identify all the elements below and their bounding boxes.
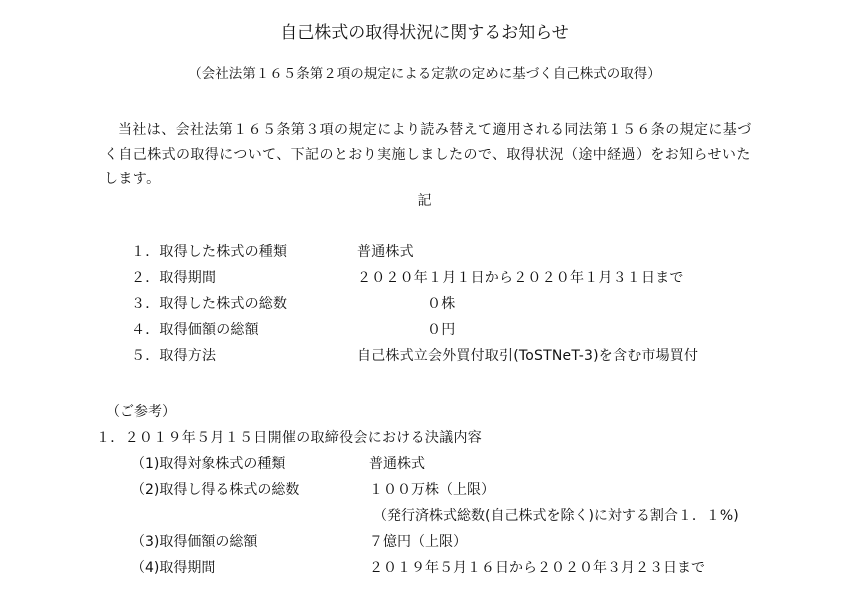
item-value-1: 普通株式: [357, 244, 414, 260]
document-title: 自己株式の取得状況に関するお知らせ: [280, 23, 569, 43]
intro-paragraph: [104, 118, 764, 192]
item-value-4: ０円: [427, 322, 456, 338]
reference-value-3: ７億円（上限）: [369, 534, 467, 550]
document-subtitle: （会社法第１６５条第２項の規定による定款の定めに基づく自己株式の取得）: [188, 66, 661, 82]
item-value-5: 自己株式立会外買付取引(ToSTNeT-3)を含む市場買付: [357, 348, 699, 364]
reference-value-1: 普通株式: [369, 456, 425, 472]
reference-heading: （ご参考）: [106, 404, 176, 420]
item-label-3: ３．取得した株式の総数: [131, 296, 288, 312]
item-value-2: ２０２０年１月１日から２０２０年１月３１日まで: [357, 270, 684, 286]
reference-value-note: （発行済株式総数(自己株式を除く)に対する割合１．１%): [373, 508, 739, 524]
item-value-3: ０株: [427, 296, 456, 312]
ki-marker: 記: [417, 193, 432, 209]
reference-label-2: （2)取得し得る株式の総数: [131, 482, 300, 498]
item-label-2: ２．取得期間: [131, 270, 217, 286]
reference-label-4: （4)取得期間: [131, 560, 216, 576]
intro-text: 当社は、会社法第１６５条第３項の規定により読み替えて適用される同法第１５６条の規定に基づく自己株式の取得について、下記のとおり実施しましたので、取得状況（途中経過）をお知らせいたします。: [104, 122, 752, 187]
reference-label-1: （1)取得対象株式の種類: [131, 456, 286, 472]
item-label-5: ５．取得方法: [131, 348, 217, 364]
item-label-1: １．取得した株式の種類: [131, 244, 288, 260]
reference-subheading: １．２０１９年５月１５日開催の取締役会における決議内容: [96, 430, 483, 446]
item-label-4: ４．取得価額の総額: [131, 322, 259, 338]
reference-label-3: （3)取得価額の総額: [131, 534, 258, 550]
reference-value-4: ２０１９年５月１６日から２０２０年３月２３日まで: [369, 560, 705, 576]
reference-value-2: １００万株（上限）: [369, 482, 495, 498]
